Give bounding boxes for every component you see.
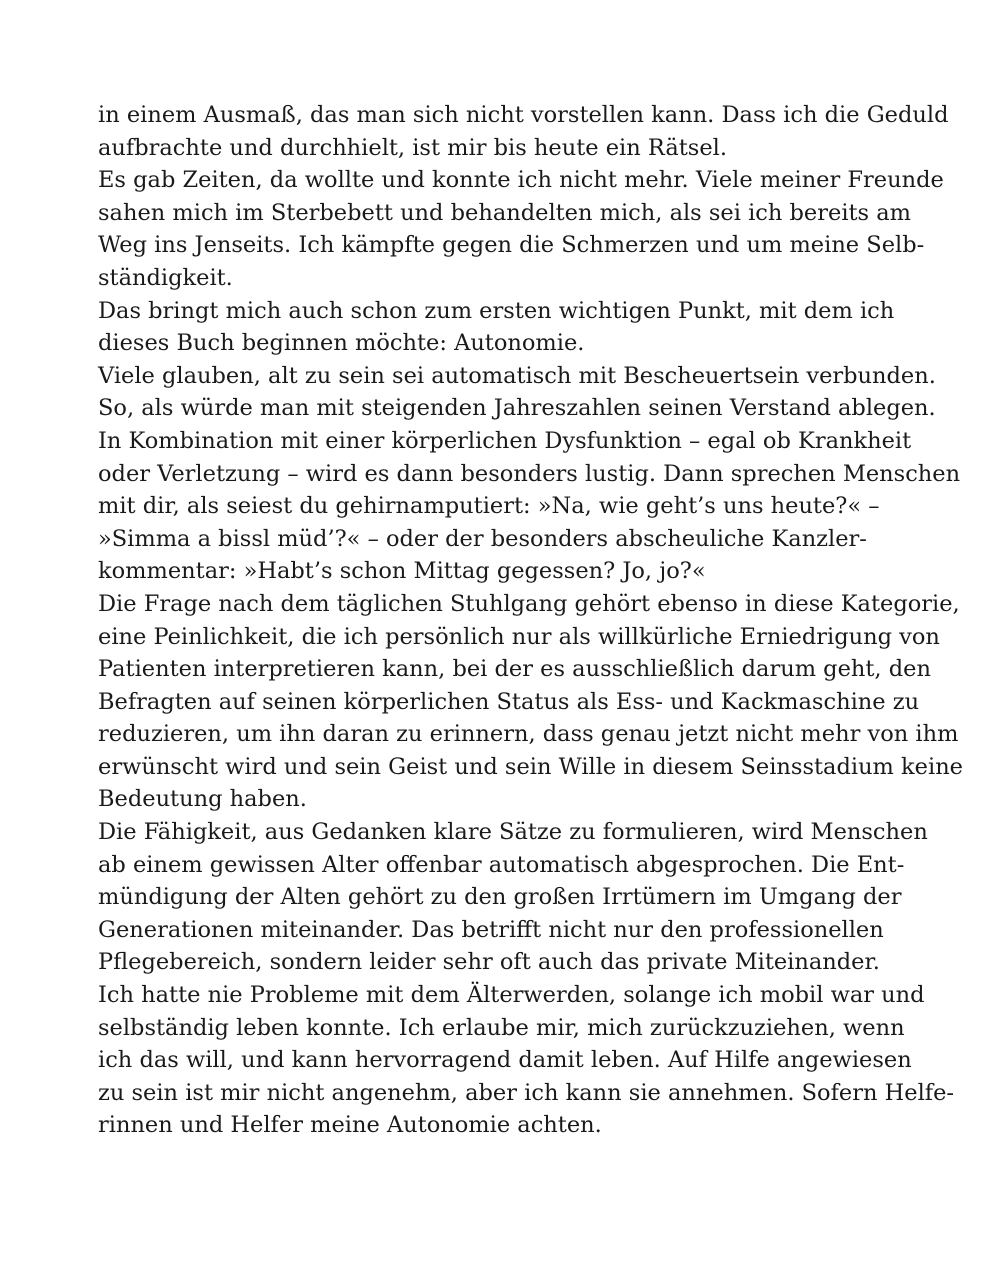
text-line: mit dir, als seiest du gehirnamputiert: »Na, wie geht’s uns heute?« – — [98, 493, 880, 520]
text-line: Generationen miteinander. Das betrifft nicht nur den professionellen — [98, 916, 884, 943]
text-line: Viele glauben, alt zu sein sei automatisch mit Bescheuertsein verbunden. — [98, 362, 936, 389]
text-line: in einem Ausmaß, das man sich nicht vorstellen kann. Dass ich die Geduld — [98, 102, 949, 128]
body-text — [98, 99, 963, 1142]
text-line: Weg ins Jenseits. Ich kämpfte gegen die Schmerzen und um meine Selb- — [98, 232, 925, 259]
text-line: Pflegebereich, sondern leider sehr oft auch das private Miteinander. — [98, 949, 880, 976]
text-line: So, als würde man mit steigenden Jahreszahlen seinen Verstand ablegen. — [98, 395, 936, 422]
text-line: Es gab Zeiten, da wollte und konnte ich nicht mehr. Viele meiner Freunde — [98, 167, 944, 194]
text-line: zu sein ist mir nicht angenehm, aber ich kann sie annehmen. Sofern Helfe- — [98, 1079, 955, 1106]
text-line: Befragten auf seinen körperlichen Status als Ess- und Kackmaschine zu — [98, 688, 920, 715]
text-line: Die Fähigkeit, aus Gedanken klare Sätze zu formulieren, wird Menschen — [98, 819, 928, 846]
text-line: selbständig leben konnte. Ich erlaube mir, mich zurückzuziehen, wenn — [98, 1014, 905, 1041]
text-line: ab einem gewissen Alter offenbar automatisch abgesprochen. Die Ent- — [98, 851, 905, 878]
text-line: erwünscht wird und sein Geist und sein Wille in diesem Seinsstadium keine — [98, 753, 963, 780]
text-line: Bedeutung haben. — [98, 786, 307, 813]
text-line: oder Verletzung – wird es dann besonders lustig. Dann sprechen Menschen — [98, 460, 961, 487]
text-line: In Kombination mit einer körperlichen Dysfunktion – egal ob Krankheit — [98, 427, 912, 454]
text-line: dieses Buch beginnen möchte: Autonomie. — [98, 330, 585, 357]
text-line: Die Frage nach dem täglichen Stuhlgang gehört ebenso in diese Kategorie, — [98, 590, 960, 617]
text-line: Ich hatte nie Probleme mit dem Älterwerden, solange ich mobil war und — [98, 982, 925, 1009]
text-line: eine Peinlichkeit, die ich persönlich nur als willkürliche Erniedrigung von — [98, 623, 940, 650]
text-line: Patienten interpretieren kann, bei der es ausschließlich darum geht, den — [98, 656, 931, 683]
text-line: aufbrachte und durchhielt, ist mir bis heute ein Rätsel. — [98, 134, 727, 161]
text-line: mündigung der Alten gehört zu den großen Irrtümern im Umgang der — [98, 884, 902, 911]
text-line: ständigkeit. — [98, 264, 233, 291]
text-line: ich das will, und kann hervorragend damit leben. Auf Hilfe angewiesen — [98, 1047, 912, 1074]
text-line: »Simma a bissl müd’?« – oder der besonders abscheuliche Kanzler- — [98, 525, 867, 552]
text-line: Das bringt mich auch schon zum ersten wichtigen Punkt, mit dem ich — [98, 297, 895, 324]
text-line: kommentar: »Habt’s schon Mittag gegessen? Jo, jo?« — [98, 558, 706, 585]
text-line: sahen mich im Sterbebett und behandelten mich, als sei ich bereits am — [98, 199, 911, 226]
text-line: reduzieren, um ihn daran zu erinnern, dass genau jetzt nicht mehr von ihm — [98, 721, 959, 748]
text-line: rinnen und Helfer meine Autonomie achten. — [98, 1112, 602, 1139]
